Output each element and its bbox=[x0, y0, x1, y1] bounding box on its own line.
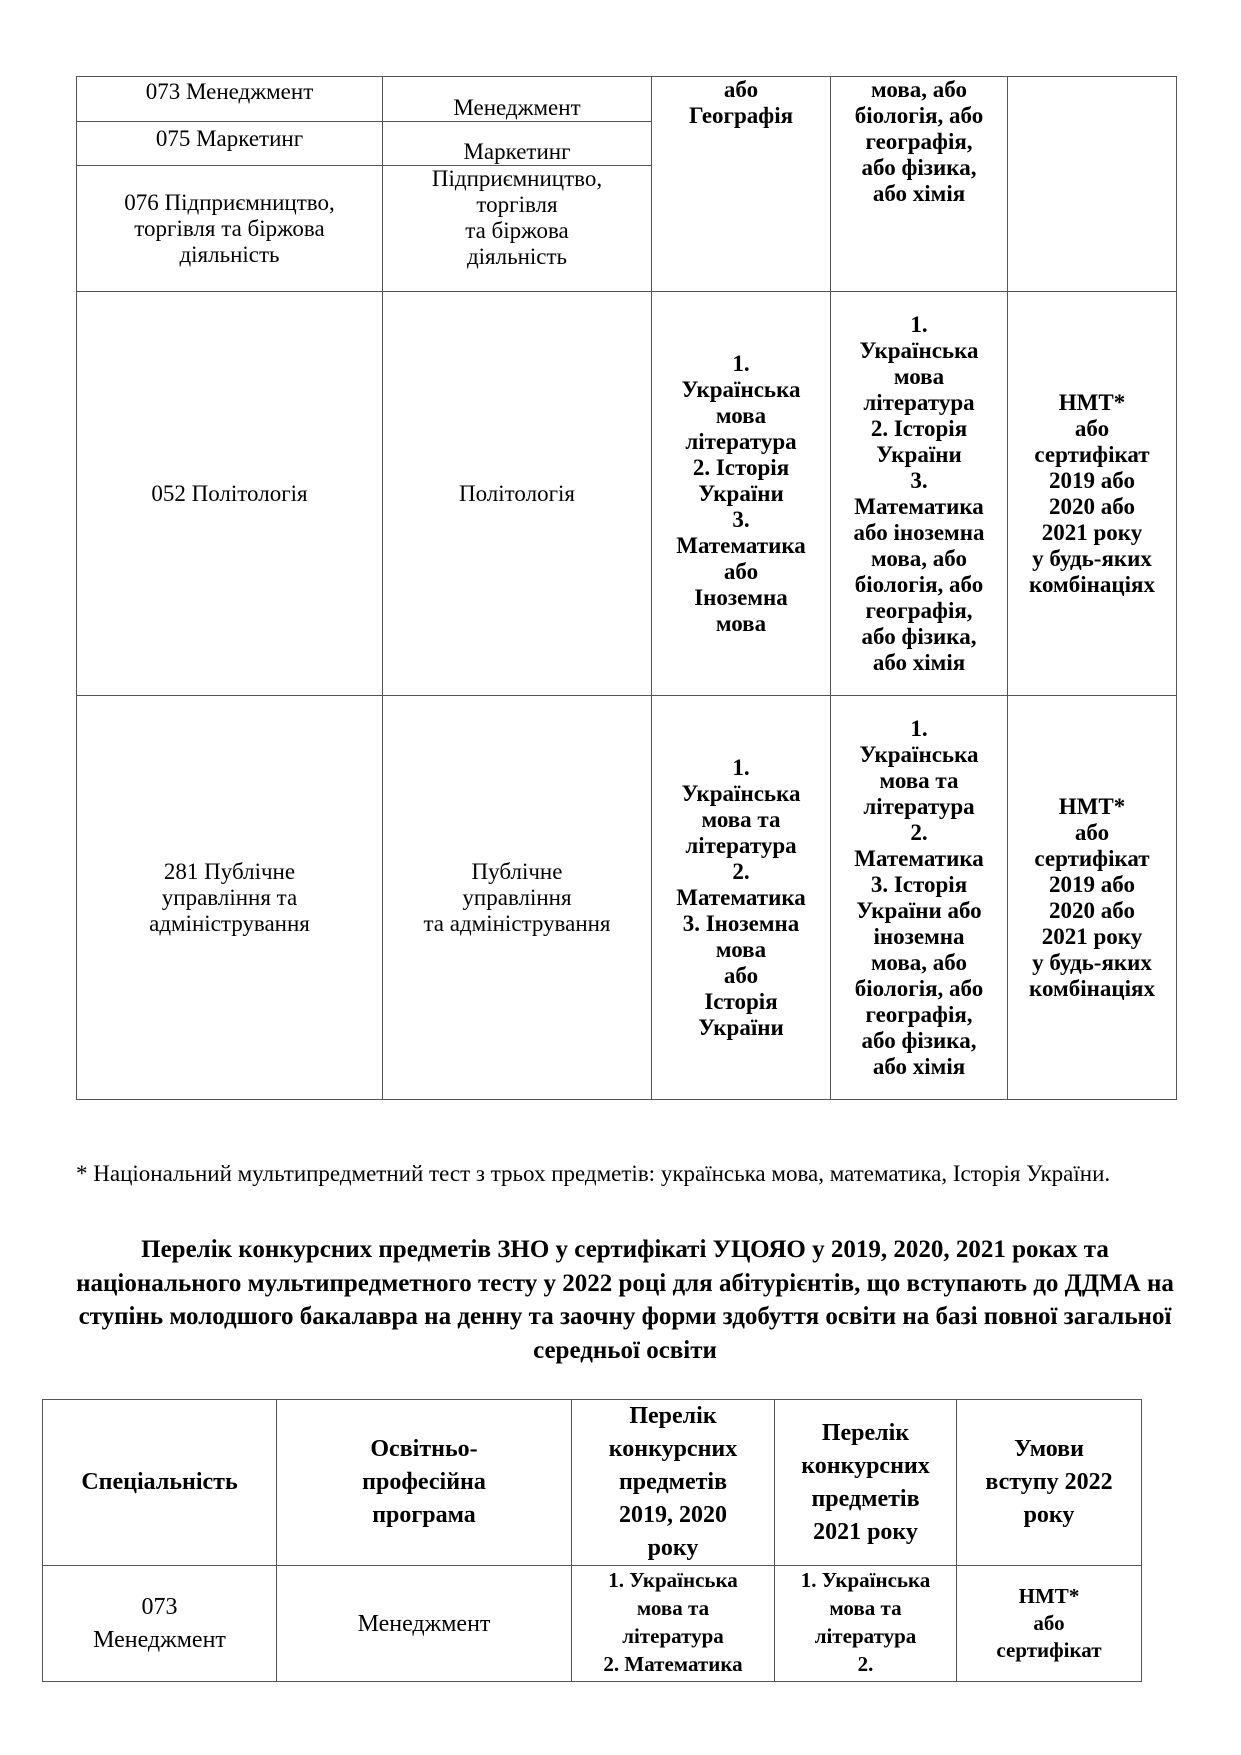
specialty-cell: 073 Менеджмент bbox=[43, 1566, 277, 1682]
junior-bachelor-subjects-table bbox=[42, 1399, 1142, 1682]
table-row bbox=[77, 292, 1177, 696]
subjects-2019-2020-cell: 1. Українська мова та література 2. Математика 3. Іноземна мова або Історія України bbox=[652, 696, 831, 1100]
subjects-2019-2020-cell: або Географія bbox=[652, 77, 831, 292]
conditions-2022-cell: НМТ* або сертифікат 2019 або 2020 або 2021 року у будь-яких комбінаціях bbox=[1008, 292, 1177, 696]
specialty-cell: 281 Публічне управління та адміністрування bbox=[77, 696, 383, 1100]
subjects-2021-cell: 1. Українська мова та література 2. Математика 3. Історія України або іноземна мова, або біологія, або географія, або фізика, або хімія bbox=[831, 696, 1008, 1100]
header-conditions-2022: Умови вступу 2022 року bbox=[957, 1400, 1142, 1566]
specialty-cell: 075 Маркетинг bbox=[77, 122, 383, 166]
subjects-2019-2020-cell: 1. Українська мова література 2. Історія України 3. Математика або Іноземна мова bbox=[652, 292, 831, 696]
specialty-cell: 076 Підприємництво, торгівля та біржова діяльність bbox=[77, 166, 383, 292]
subjects-2021-cell: 1. Українська мова література 2. Історія України 3. Математика або іноземна мова, або біологія, або географія, або фізика, або хімія bbox=[831, 292, 1008, 696]
program-cell: Менеджмент bbox=[277, 1566, 572, 1682]
program-cell: Публічне управління та адміністрування bbox=[383, 696, 652, 1100]
subjects-2019-2020-cell: 1. Українська мова та література 2. Математика bbox=[572, 1566, 775, 1682]
conditions-2022-cell: НМТ* або сертифікат bbox=[957, 1566, 1142, 1682]
program-cell: Маркетинг bbox=[383, 122, 652, 166]
specialty-cell: 073 Менеджмент bbox=[77, 77, 383, 122]
footnote: * Національний мультипредметний тест з трьох предметів: українська мова, математика, Історія України. bbox=[76, 1161, 1111, 1186]
table-row bbox=[77, 696, 1177, 1100]
table-row bbox=[77, 77, 1177, 122]
specialty-cell: 052 Політологія bbox=[77, 292, 383, 696]
program-cell: Менеджмент bbox=[383, 77, 652, 122]
table-row bbox=[43, 1566, 1142, 1682]
header-subjects-2021: Перелік конкурсних предметів 2021 року bbox=[775, 1400, 957, 1566]
program-cell: Підприємництво, торгівля та біржова діяльність bbox=[383, 166, 652, 292]
subjects-2021-cell: 1. Українська мова та література 2. bbox=[775, 1566, 957, 1682]
header-specialty: Спеціальність bbox=[43, 1400, 277, 1566]
subjects-2021-cell: мова, або біологія, або географія, або фізика, або хімія bbox=[831, 77, 1008, 292]
program-cell: Політологія bbox=[383, 292, 652, 696]
section-title: Перелік конкурсних предметів ЗНО у сертифікаті УЦОЯО у 2019, 2020, 2021 роках та національного мультипредметного тесту у 2022 році для абітурієнтів, що вступають до ДДМА на ступінь молодшого бакалавра на денну та заочну форми здобуття освіти на базі повної загальної середньої освіти bbox=[76, 1236, 1174, 1364]
header-subjects-2019-2020: Перелік конкурсних предметів 2019, 2020 року bbox=[572, 1400, 775, 1566]
conditions-2022-cell: НМТ* або сертифікат 2019 або 2020 або 2021 року у будь-яких комбінаціях bbox=[1008, 696, 1177, 1100]
header-program: Освітньо- професійна програма bbox=[277, 1400, 572, 1566]
table-header-row bbox=[43, 1400, 1142, 1566]
admission-subjects-table-continued bbox=[76, 76, 1177, 1100]
conditions-2022-cell bbox=[1008, 77, 1177, 292]
